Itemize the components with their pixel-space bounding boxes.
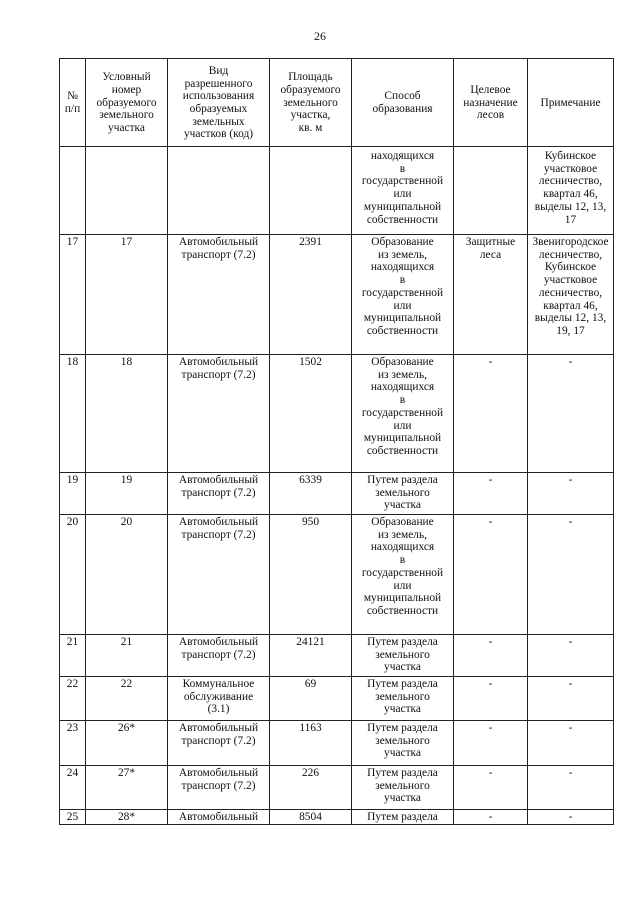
- cell-area: 6339: [270, 473, 352, 515]
- table-row: [60, 147, 614, 235]
- table-row: [60, 515, 614, 635]
- cell-plot-id: [86, 147, 168, 235]
- cell-formation-method: Путем раздела земельного участка: [352, 635, 454, 677]
- cell-note: -: [528, 766, 614, 810]
- cell-forest-purpose: -: [454, 473, 528, 515]
- table-row: [60, 635, 614, 677]
- cell-formation-method: Путем раздела земельного участка: [352, 721, 454, 766]
- cell-forest-purpose: -: [454, 721, 528, 766]
- cell-number: 19: [60, 473, 86, 515]
- page-number: 26: [314, 29, 326, 43]
- cell-number: 25: [60, 810, 86, 825]
- cell-usage-type: Автомобильный транспорт (7.2): [168, 355, 270, 473]
- cell-formation-method: Путем раздела земельного участка: [352, 677, 454, 721]
- cell-area: 226: [270, 766, 352, 810]
- cell-note: -: [528, 810, 614, 825]
- cell-formation-method: Путем раздела: [352, 810, 454, 825]
- header-area: Площадь образуемого земельного участка, кв. м: [270, 59, 352, 147]
- cell-number: 22: [60, 677, 86, 721]
- cell-plot-id: 20: [86, 515, 168, 635]
- cell-area: 69: [270, 677, 352, 721]
- cell-note: -: [528, 721, 614, 766]
- cell-note: -: [528, 355, 614, 473]
- cell-usage-type: Автомобильный транспорт (7.2): [168, 473, 270, 515]
- cell-plot-id: 17: [86, 235, 168, 355]
- cell-number: 17: [60, 235, 86, 355]
- cell-forest-purpose: -: [454, 635, 528, 677]
- cell-forest-purpose: Защитные леса: [454, 235, 528, 355]
- cell-note: Звенигородское лесничество, Кубинское участковое лесничество, квартал 46, выделы 12, 13, 19, 17: [528, 235, 614, 355]
- cell-plot-id: 21: [86, 635, 168, 677]
- table-row: [60, 355, 614, 473]
- table-row: [60, 473, 614, 515]
- table-row: [60, 235, 614, 355]
- header-formation-method: Способ образования: [352, 59, 454, 147]
- cell-formation-method: Образование из земель, находящихся в государственной или муниципальной собственности: [352, 235, 454, 355]
- cell-area: 2391: [270, 235, 352, 355]
- cell-usage-type: [168, 147, 270, 235]
- cell-plot-id: 22: [86, 677, 168, 721]
- table-row: [60, 721, 614, 766]
- cell-forest-purpose: -: [454, 515, 528, 635]
- cell-note: -: [528, 635, 614, 677]
- cell-number: 18: [60, 355, 86, 473]
- header-forest-purpose: Целевое назначение лесов: [454, 59, 528, 147]
- cell-area: [270, 147, 352, 235]
- cell-formation-method: Образование из земель, находящихся в государственной или муниципальной собственности: [352, 355, 454, 473]
- cell-plot-id: 27*: [86, 766, 168, 810]
- cell-formation-method: Образование из земель, находящихся в государственной или муниципальной собственности: [352, 515, 454, 635]
- cell-usage-type: Автомобильный: [168, 810, 270, 825]
- cell-usage-type: Автомобильный транспорт (7.2): [168, 766, 270, 810]
- header-note: Примечание: [528, 59, 614, 147]
- cell-area: 8504: [270, 810, 352, 825]
- cell-note: -: [528, 473, 614, 515]
- header-plot-id: Условный номер образуемого земельного участка: [86, 59, 168, 147]
- cell-plot-id: 19: [86, 473, 168, 515]
- table-row: [60, 766, 614, 810]
- cell-area: 950: [270, 515, 352, 635]
- table-header-row: [60, 59, 614, 147]
- cell-number: 24: [60, 766, 86, 810]
- header-number: № п/п: [60, 59, 86, 147]
- cell-forest-purpose: -: [454, 810, 528, 825]
- cell-note: -: [528, 677, 614, 721]
- cell-usage-type: Коммунальное обслуживание (3.1): [168, 677, 270, 721]
- cell-plot-id: 26*: [86, 721, 168, 766]
- cell-formation-method: Путем раздела земельного участка: [352, 473, 454, 515]
- cell-forest-purpose: -: [454, 355, 528, 473]
- cell-area: 1502: [270, 355, 352, 473]
- cell-number: 21: [60, 635, 86, 677]
- cell-forest-purpose: -: [454, 766, 528, 810]
- cell-plot-id: 28*: [86, 810, 168, 825]
- cell-number: [60, 147, 86, 235]
- cell-number: 23: [60, 721, 86, 766]
- cell-note: -: [528, 515, 614, 635]
- cell-usage-type: Автомобильный транспорт (7.2): [168, 235, 270, 355]
- cell-formation-method: находящихся в государственной или муниципальной собственности: [352, 147, 454, 235]
- cell-formation-method: Путем раздела земельного участка: [352, 766, 454, 810]
- cell-usage-type: Автомобильный транспорт (7.2): [168, 721, 270, 766]
- cell-area: 1163: [270, 721, 352, 766]
- cell-area: 24121: [270, 635, 352, 677]
- cell-forest-purpose: -: [454, 677, 528, 721]
- header-usage-type: Вид разрешенного использования образуемых земельных участков (код): [168, 59, 270, 147]
- cell-usage-type: Автомобильный транспорт (7.2): [168, 635, 270, 677]
- table-row: [60, 810, 614, 825]
- table-row: [60, 677, 614, 721]
- cell-plot-id: 18: [86, 355, 168, 473]
- cell-usage-type: Автомобильный транспорт (7.2): [168, 515, 270, 635]
- land-plots-table: [59, 58, 614, 825]
- cell-number: 20: [60, 515, 86, 635]
- cell-forest-purpose: [454, 147, 528, 235]
- cell-note: Кубинское участковое лесничество, квартал 46, выделы 12, 13, 17: [528, 147, 614, 235]
